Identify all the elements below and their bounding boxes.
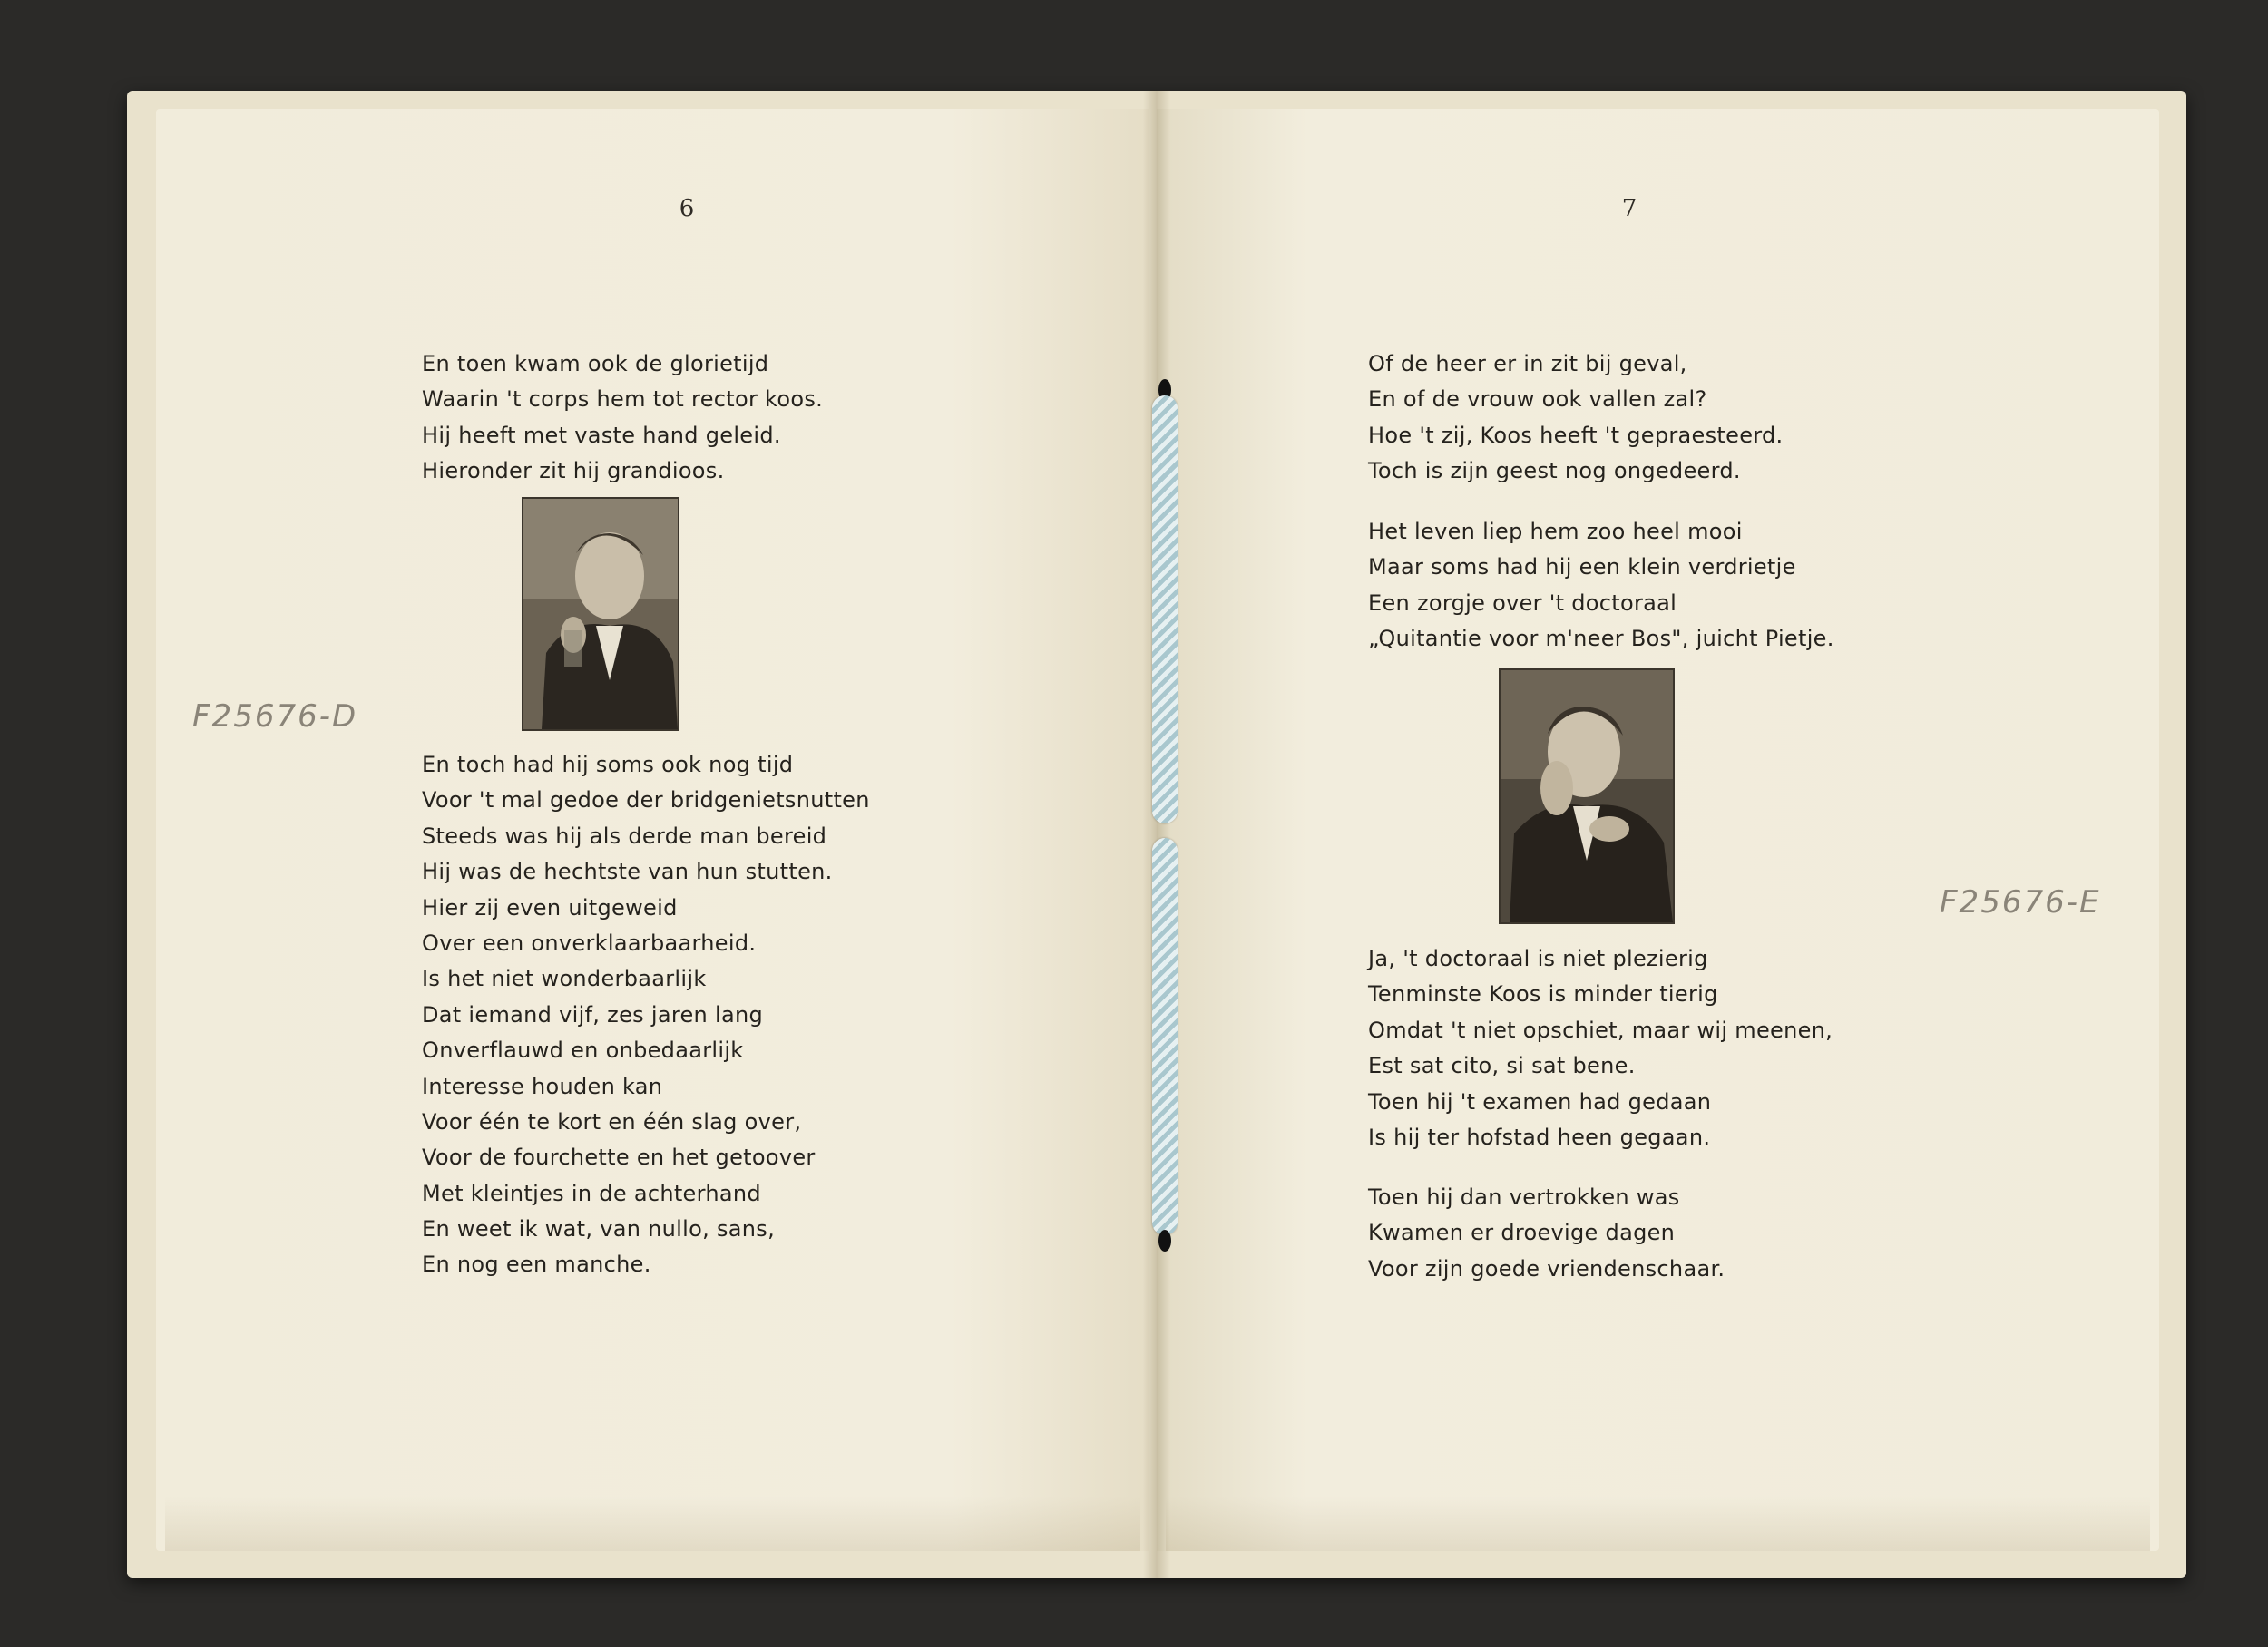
verse-line: Over een onverklaarbaarheid. <box>422 930 757 956</box>
verse-line: Waarin 't corps hem tot rector koos. <box>422 386 824 413</box>
verse-line: Voor één te kort en één slag over, <box>422 1108 802 1135</box>
ribbon-knot-bottom <box>1158 1230 1171 1252</box>
verse-line: Een zorgje over 't doctoraal <box>1368 590 1677 616</box>
right-stanza-4 <box>1368 1180 1725 1287</box>
verse-line: Hij heeft met vaste hand geleid. <box>422 422 781 448</box>
verse-line: Hier zij even uitgeweid <box>422 894 678 921</box>
verse-line: En weet ik wat, van nullo, sans, <box>422 1216 776 1243</box>
verse-line: Ja, 't doctoraal is niet plezierig <box>1368 946 1708 971</box>
right-stanza-1 <box>1368 346 1783 490</box>
verse-line: Est sat cito, si sat bene. <box>1368 1053 1636 1079</box>
left-stanza-1 <box>422 346 823 490</box>
portrait-image <box>523 499 678 729</box>
pencil-annotation-right: F25676-E <box>1940 884 2101 921</box>
portrait-photo-left <box>522 497 679 731</box>
verse-line: Tenminste Koos is minder tierig <box>1368 981 1718 1008</box>
verse-line: Met kleintjes in de achterhand <box>422 1180 761 1206</box>
verse-line: Toen hij dan vertrokken was <box>1368 1184 1680 1210</box>
verse-line: En of de vrouw ook vallen zal? <box>1368 386 1707 413</box>
verse-line: Hieronder zit hij grandioos. <box>422 458 725 484</box>
binding-ribbon-lower <box>1152 838 1178 1235</box>
portrait-photo-right <box>1499 668 1675 924</box>
verse-line: En toch had hij soms ook nog tijd <box>422 752 794 777</box>
verse-line: Toen hij 't examen had gedaan <box>1368 1088 1712 1115</box>
page-number-right: 7 <box>1621 195 1637 222</box>
verse-line: En nog een manche. <box>422 1252 651 1278</box>
verse-line: Steeds was hij als derde man bereid <box>422 823 827 849</box>
verse-line: Hij was de hechtste van hun stutten. <box>422 859 833 885</box>
verse-line: En toen kwam ook de glorietijd <box>422 351 769 376</box>
verse-line: Hoe 't zij, Koos heeft 't gepraesteerd. <box>1368 422 1784 448</box>
verse-line: Voor 't mal gedoe der bridgenietsnutten <box>422 787 870 814</box>
pencil-annotation-left: F25676-D <box>192 698 358 735</box>
portrait-image <box>1501 670 1673 922</box>
verse-line: Maar soms had hij een klein verdrietje <box>1368 554 1796 580</box>
verse-line: Omdat 't niet opschiet, maar wij meenen, <box>1368 1017 1833 1043</box>
right-stanza-2 <box>1368 514 1834 658</box>
verse-line: Is het niet wonderbaarlijk <box>422 966 707 992</box>
verse-line: Toch is zijn geest nog ongedeerd. <box>1368 458 1741 484</box>
binding-ribbon-upper <box>1152 395 1178 824</box>
verse-line: Kwamen er droevige dagen <box>1368 1220 1676 1246</box>
verse-line: Het leven liep hem zoo heel mooi <box>1368 519 1743 544</box>
verse-line: Onverflauwd en onbedaarlijk <box>422 1038 744 1064</box>
left-stanza-2 <box>422 747 870 1283</box>
verse-line: Dat iemand vijf, zes jaren lang <box>422 1001 764 1028</box>
book-gutter <box>1143 91 1170 1578</box>
right-stanza-3 <box>1368 941 1833 1155</box>
page-edge <box>165 1496 1140 1551</box>
verse-line: „Quitantie voor m'neer Bos", juicht Pietje. <box>1368 626 1834 652</box>
page-number-left: 6 <box>679 195 695 222</box>
page-edge <box>1166 1496 2150 1551</box>
verse-line: Of de heer er in zit bij geval, <box>1368 351 1687 376</box>
verse-line: Voor de fourchette en het getoover <box>422 1145 816 1171</box>
verse-line: Interesse houden kan <box>422 1073 663 1099</box>
verse-line: Is hij ter hofstad heen gegaan. <box>1368 1124 1711 1150</box>
verse-line: Voor zijn goede vriendenschaar. <box>1368 1255 1725 1282</box>
